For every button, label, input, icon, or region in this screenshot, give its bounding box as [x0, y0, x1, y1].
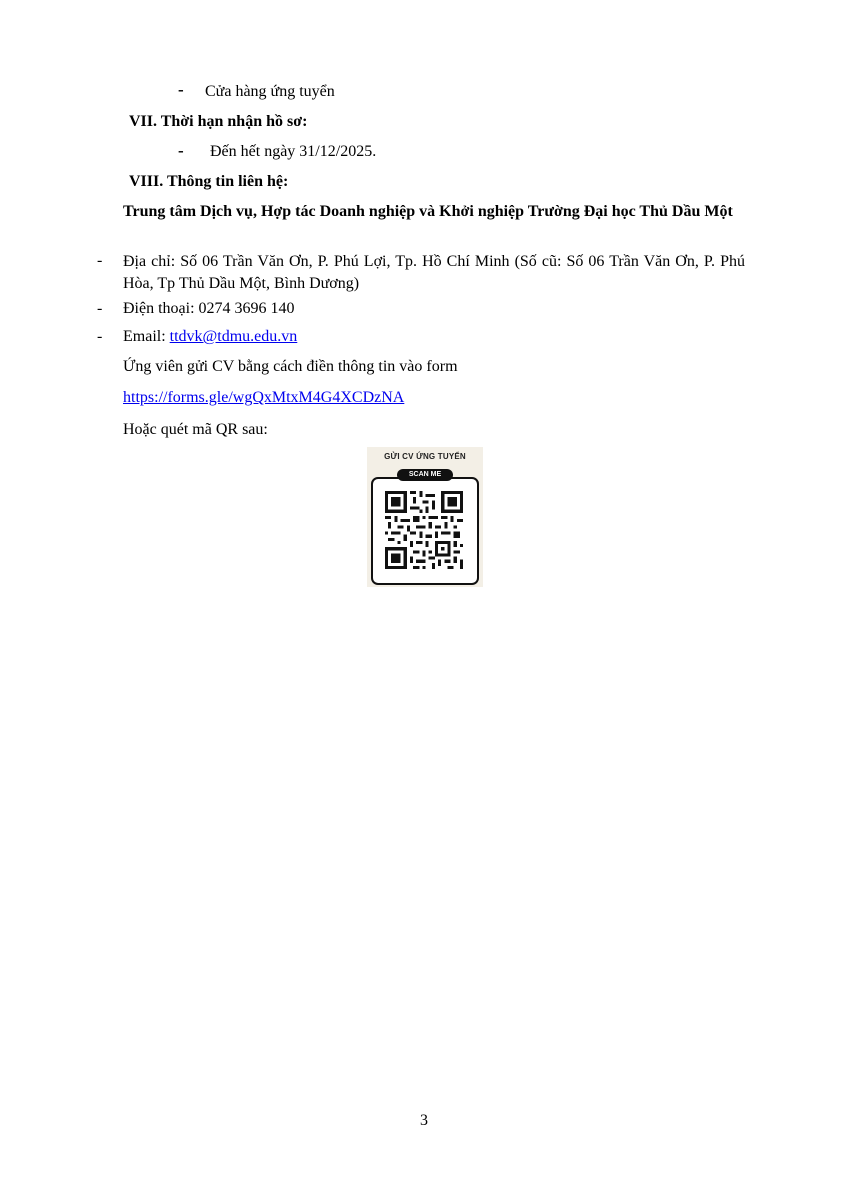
form-instruction: Ứng viên gửi CV bằng cách điền thông tin vào form	[123, 358, 458, 375]
item-store: Cửa hàng ứng tuyển	[205, 83, 335, 100]
qr-card-title: GỬI CV ỨNG TUYỂN	[384, 452, 466, 461]
page-number: 3	[420, 1112, 428, 1129]
phone-text: Điện thoại: 0274 3696 140	[123, 300, 295, 317]
scan-me-badge: SCAN ME	[397, 469, 453, 481]
item-deadline: Đến hết ngày 31/12/2025.	[210, 143, 377, 160]
email-link[interactable]: ttdvk@tdmu.edu.vn	[169, 328, 298, 345]
bullet-dash: -	[178, 80, 184, 99]
bullet-dash: -	[178, 141, 184, 160]
bullet-dash: -	[97, 252, 103, 269]
qr-instruction: Hoặc quét mã QR sau:	[123, 421, 268, 438]
organization-name: Trung tâm Dịch vụ, Hợp tác Doanh nghiệp và Khởi nghiệp Trường Đại học Thủ Dầu Một	[123, 203, 733, 220]
qr-card	[367, 447, 483, 587]
email-line	[123, 327, 297, 347]
qr-code-icon[interactable]	[385, 491, 463, 569]
address-text: Địa chỉ: Số 06 Trần Văn Ơn, P. Phú Lợi, Tp. Hồ Chí Minh (Số cũ: Số 06 Trần Văn Ơn, P. Phú Hòa, Tp Thủ Dầu Một, Bình Dương)	[123, 253, 745, 292]
bullet-dash: -	[97, 328, 103, 345]
section-heading-viii: VIII. Thông tin liên hệ:	[129, 173, 289, 190]
section-heading-vii: VII. Thời hạn nhận hồ sơ:	[129, 113, 308, 130]
email-label: Email:	[123, 328, 170, 345]
bullet-dash: -	[97, 300, 103, 317]
form-link[interactable]: https://forms.gle/wgQxMtxM4G4XCDzNA	[123, 389, 405, 406]
